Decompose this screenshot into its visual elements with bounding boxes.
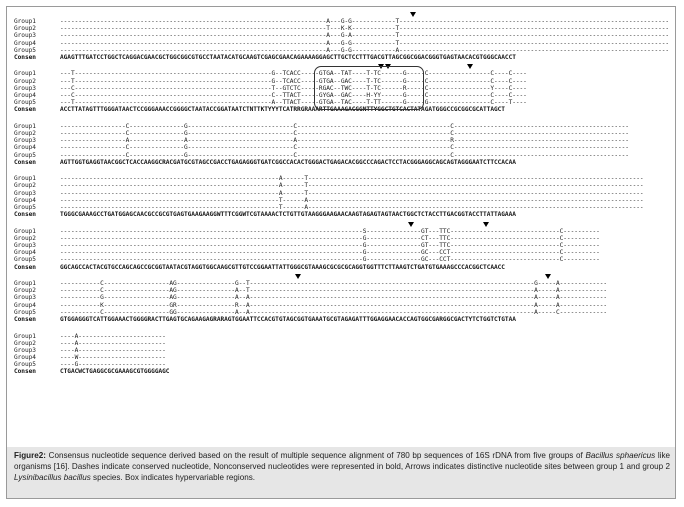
group-row — [14, 235, 674, 242]
group-row — [14, 152, 674, 159]
row-sequence: CTGACWCTGAGGCGCGAAAGCGTGGGGAGC — [60, 368, 170, 376]
row-label: Group4 — [14, 301, 36, 309]
row-sequence: -----------------------------------------------------------------------------------G---------------CT---TTC------------------------------C---------- — [60, 234, 600, 242]
row-label: Group3 — [14, 294, 36, 302]
figure-caption — [14, 450, 670, 484]
group-row — [14, 130, 674, 137]
distinctive-site-arrow-icon — [408, 222, 414, 227]
group-row — [14, 256, 674, 263]
group-row — [14, 175, 674, 182]
row-sequence: ----A------------------------ — [60, 346, 166, 354]
row-label: Group2 — [14, 234, 36, 242]
row-label: Consen — [14, 368, 36, 376]
row-sequence: ------------------C---------------G-----------------------------C------------------------------------------C------------------------------------------------ — [60, 130, 629, 138]
group-row — [14, 249, 674, 256]
consensus-row — [14, 264, 674, 271]
row-sequence: -----------------------------------------------------------------------------------S---------------GT---TTC------------------------------C---------- — [60, 227, 600, 235]
row-label: Group1 — [14, 280, 36, 288]
group-row — [14, 361, 674, 368]
row-sequence: ------------------C---------------G-----------------------------C------------------------------------------C------------------------------------------------ — [60, 122, 629, 130]
row-label: Consen — [14, 158, 36, 166]
alignment-block — [14, 333, 674, 376]
consensus-row — [14, 159, 674, 166]
row-label: Group5 — [14, 204, 36, 212]
row-label: Consen — [14, 263, 36, 271]
row-label: Group5 — [14, 151, 36, 159]
row-label: Group5 — [14, 361, 36, 369]
distinctive-site-arrow-icon — [410, 12, 416, 17]
alignment-block — [14, 18, 674, 61]
group-row — [14, 190, 674, 197]
row-label: Group5 — [14, 308, 36, 316]
row-sequence: GGCAGCCACTACGTGCCAGCAGCCGCGGTAATACGTAGGTGGCAAGCGTTGTCCGGAATTATTGGGCGTAAAGCGCGCGCAGGTGGTTTCTTAAGTCTGATGTGAAAGCCCACGGCTCAACC — [60, 263, 505, 271]
row-label: Group2 — [14, 339, 36, 347]
caption-species-1: Bacillus sphaericus — [585, 451, 656, 460]
alignment-block — [14, 175, 674, 218]
row-label: Group3 — [14, 242, 36, 250]
group-row — [14, 333, 674, 340]
consensus-row — [14, 211, 674, 218]
group-row — [14, 228, 674, 235]
group-row — [14, 354, 674, 361]
caption-species-2: Lysinibacillus bacillus — [14, 473, 91, 483]
row-sequence: ------------------------------------------------------------A------T-------------------------------------------------------------------------------------------- — [60, 182, 644, 190]
group-row — [14, 294, 674, 301]
alignment-block — [14, 70, 674, 113]
row-sequence: ---T------------------------------------------------------G--TCACC-----GTGA--TAT----T-TC------G-----C-----------------C----C---- — [60, 70, 527, 78]
row-label: Consen — [14, 53, 36, 61]
distinctive-site-arrow-icon — [483, 222, 489, 227]
row-sequence: -------------------------------------------------------------------------A---G-G------------A-------------------------------------------------------------------------- — [60, 46, 670, 54]
row-sequence: ------------------------------------------------------------A------T-------------------------------------------------------------------------------------------- — [60, 189, 644, 197]
row-label: Group2 — [14, 77, 36, 85]
row-sequence: -----------------------------------------------------------------------------------G---------------GC---CCT------------------------------C---------- — [60, 249, 600, 257]
row-sequence: ----A------------------------ — [60, 339, 166, 347]
alignment-block — [14, 228, 674, 271]
caption-text-1: Consensus nucleotide sequence derived based on the result of multiple sequence alignment of 780 bp sequences of 16S rDNA from five groups of — [45, 451, 586, 460]
row-sequence: ACCTTATAGTTTGGGATAACTCCGGGAAACCGGGGCTAATACCGGATAATCTNTTKTYYYTCATRRGRAAARTTGAAAGACGGNTTYGGCTGTCACTATAGATGGGCCGCGGCGCATTAGCT — [60, 106, 505, 114]
row-sequence: ------------------C---------------G-----------------------------C------------------------------------------C------------------------------------------------ — [60, 151, 629, 159]
row-sequence: -------------------------------------------------------------------------T---K-K------------T-------------------------------------------------------------------------- — [60, 25, 670, 33]
caption-text-3: species. Box indicates hypervariable regions. — [90, 473, 255, 483]
row-label: Group2 — [14, 130, 36, 138]
row-label: Group1 — [14, 122, 36, 130]
sequence-alignment — [14, 18, 674, 385]
row-sequence: -----------C------------------GG----------------A--A------------------------------------------------------------------------------A-----C------------- — [60, 308, 608, 316]
consensus-row — [14, 316, 674, 323]
row-label: Group1 — [14, 175, 36, 183]
group-row — [14, 340, 674, 347]
row-label: Group5 — [14, 256, 36, 264]
row-sequence: ------------------A---------------A-----------------------------A------------------------------------------R------------------------------------------------ — [60, 137, 629, 145]
row-sequence: ---C------------------------------------------------------C--TTACT-----GYGA--GAC----H-YY------G-----C-----------------C----C---- — [60, 91, 527, 99]
row-label: Group2 — [14, 287, 36, 295]
group-row — [14, 25, 674, 32]
row-label: Group1 — [14, 18, 36, 25]
row-label: Group3 — [14, 346, 36, 354]
row-sequence: ---T------------------------------------------------------G--TCACC-----GTGA--GAC----T-TC------G-----C-----------------C----C---- — [60, 77, 527, 85]
row-label: Group2 — [14, 182, 36, 190]
row-sequence: AGTTGGTGAGGTAACGGCTCACCAAGGCRACGATGCGTAGCCGACCTGAGAGGGTGATCGGCCACACTGGGACTGAGACACGGCCCAGACTCCTACGGGAGGCAGCAGTAGGGAATCTTCCACAA — [60, 158, 516, 166]
row-label: Group2 — [14, 25, 36, 33]
row-label: Group1 — [14, 332, 36, 340]
group-row — [14, 242, 674, 249]
row-sequence: ------------------C---------------G-----------------------------C------------------------------------------C------------------------------------------------ — [60, 144, 629, 152]
distinctive-site-arrow-icon — [295, 274, 301, 279]
row-sequence: ------------------------------------------------------------T------A-------------------------------------------------------------------------------------------- — [60, 204, 644, 212]
hypervariable-region-box — [314, 66, 424, 110]
row-label: Group3 — [14, 84, 36, 92]
group-row — [14, 302, 674, 309]
alignment-block — [14, 123, 674, 166]
group-row — [14, 204, 674, 211]
group-row — [14, 347, 674, 354]
row-sequence: ------------------------------------------------------------T------A-------------------------------------------------------------------------------------------- — [60, 196, 644, 204]
row-sequence: -----------C------------------AG----------------A--T------------------------------------------------------------------------------A-----A------------- — [60, 287, 608, 295]
consensus-row — [14, 54, 674, 61]
row-label: Group4 — [14, 196, 36, 204]
group-row — [14, 47, 674, 54]
row-label: Consen — [14, 211, 36, 219]
row-sequence: AGAGTTTGATCCTGGCTCAGGACGAACGCTGGCGGCGTGCCTAATACATGCAAGTCGAGCGAACAGAAAAGGAGCTTGCTCCTTTGACGTTAGCGGCGGACGGGTGAGTAACACGTGGGCAACCT — [60, 53, 516, 61]
caption-text-2: like organisms [16]. Dashes indicate conserved nucleotide, Nonconserved nucleotides were represented in bold, Arrows indicates distinctive nucleotide sites between group 1 and group 2 — [14, 451, 670, 472]
consensus-row — [14, 368, 674, 375]
row-label: Group5 — [14, 46, 36, 54]
group-row — [14, 123, 674, 130]
row-sequence: ----W------------------------ — [60, 354, 166, 362]
row-sequence: -------------------------------------------------------------------------A---G-G------------T-------------------------------------------------------------------------- — [60, 39, 670, 47]
row-sequence: -----------------------------------------------------------------------------------G---------------GT---TTC------------------------------C---------- — [60, 242, 600, 250]
row-sequence: -----------G------------------AG----------------A--A------------------------------------------------------------------------------A-----A------------- — [60, 294, 608, 302]
row-sequence: ----A------------------------ — [60, 332, 166, 340]
distinctive-site-arrow-icon — [545, 274, 551, 279]
row-sequence: ----G------------------------ — [60, 361, 166, 369]
group-row — [14, 182, 674, 189]
row-sequence: ---C------------------------------------------------------T--GTCTC-----RGAC--TWC----T-TC------R-----C-----------------Y----C---- — [60, 84, 527, 92]
group-row — [14, 18, 674, 25]
row-label: Group4 — [14, 144, 36, 152]
distinctive-site-arrow-icon — [467, 64, 473, 69]
row-label: Group4 — [14, 354, 36, 362]
figure-label: Figure2: — [14, 451, 46, 460]
row-sequence: -----------C------------------AG----------------G--T------------------------------------------------------------------------------G-----A------------- — [60, 280, 608, 288]
row-label: Group4 — [14, 39, 36, 47]
group-row — [14, 197, 674, 204]
row-label: Consen — [14, 106, 36, 114]
row-label: Group4 — [14, 249, 36, 257]
group-row — [14, 309, 674, 316]
row-label: Group4 — [14, 91, 36, 99]
row-sequence: GTGGAGGGTCATTGGAAACTGGGGRACTTGAGTGCAGAAGAGRARAGTGGAATTCCACGTGTAGCGGTGAAATGCGTAGAGATTTGGAGGAACACCAGTGGCGARGGCGACTYTCTGGTCTGTAA — [60, 316, 516, 324]
row-sequence: -------------------------------------------------------------------------A---G-A------------T-------------------------------------------------------------------------- — [60, 32, 670, 40]
group-row — [14, 144, 674, 151]
group-row — [14, 287, 674, 294]
row-label: Group1 — [14, 70, 36, 78]
group-row — [14, 280, 674, 287]
row-label: Group1 — [14, 227, 36, 235]
row-sequence: -----------K------------------GR----------------R--A------------------------------------------------------------------------------A-----A------------- — [60, 301, 608, 309]
row-sequence: -----------------------------------------------------------------------------------G---------------GC---CCT------------------------------C---------- — [60, 256, 600, 264]
row-sequence: ------------------------------------------------------------A------T-------------------------------------------------------------------------------------------- — [60, 175, 644, 183]
group-row — [14, 137, 674, 144]
group-row — [14, 40, 674, 47]
row-label: Group3 — [14, 189, 36, 197]
row-label: Group5 — [14, 99, 36, 107]
row-label: Group3 — [14, 32, 36, 40]
row-label: Consen — [14, 316, 36, 324]
row-sequence: ---T------------------------------------------------------A--TTACT-----GTGA--TAC----T-TT------G-----G-----------------C----T---- — [60, 99, 527, 107]
row-sequence: -------------------------------------------------------------------------A---G-G------------T-------------------------------------------------------------------------- — [60, 18, 670, 25]
row-label: Group3 — [14, 137, 36, 145]
alignment-block — [14, 280, 674, 323]
group-row — [14, 32, 674, 39]
row-sequence: TGGGCGAAAGCCTGATGGAGCAACGCCGCGTGAGTGAAGAAGGWTTTCGGWTCGTAAAACTCTGTTGTAAGGGAAGAACAAGTAGAGTAGTAACTGGCTCTACCTTGACGGTACCTTATTAGAAA — [60, 211, 516, 219]
